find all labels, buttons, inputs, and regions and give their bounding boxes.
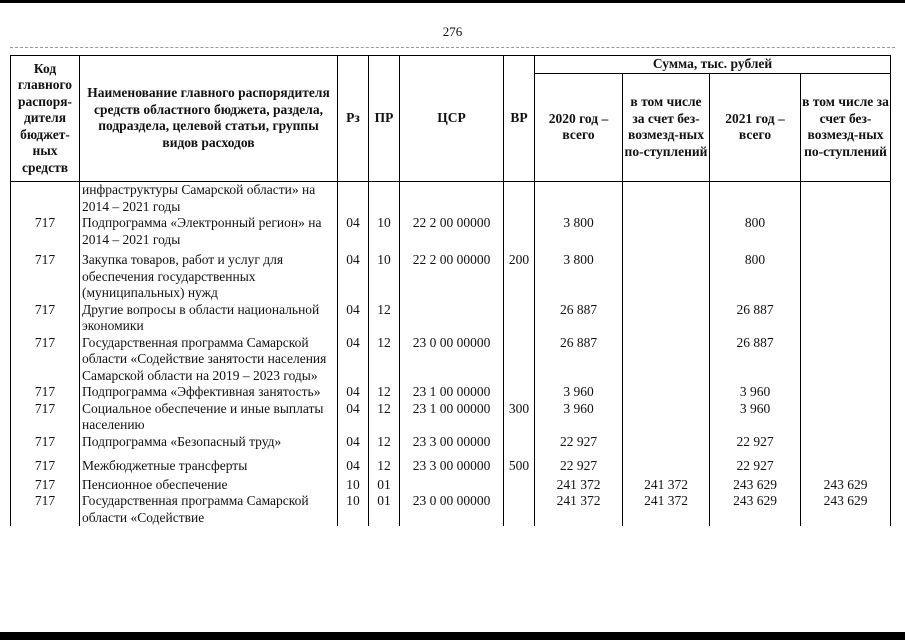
cell-pr: 12 xyxy=(369,434,400,451)
cell-vr xyxy=(504,215,535,248)
spacer-cell xyxy=(11,450,80,458)
cell-2020-total: 26 887 xyxy=(535,335,623,385)
cell-2021-total: 3 960 xyxy=(710,401,801,434)
cell-2021-free: 243 629 xyxy=(801,493,891,526)
cell-vr xyxy=(504,434,535,451)
row-spacer xyxy=(11,450,891,458)
cell-2021-free xyxy=(801,302,891,335)
table-row xyxy=(11,302,891,335)
cell-2020-free: 241 372 xyxy=(623,493,710,526)
cell-vr xyxy=(504,335,535,385)
cell-code: 717 xyxy=(11,434,80,451)
cell-csr: 23 0 00 00000 xyxy=(400,335,504,385)
cell-csr: 23 3 00 00000 xyxy=(400,434,504,451)
cell-pr xyxy=(369,182,400,215)
cell-rz: 04 xyxy=(338,434,369,451)
table-row xyxy=(11,477,891,494)
cell-2020-total: 3 800 xyxy=(535,215,623,248)
cell-pr: 12 xyxy=(369,335,400,385)
cell-rz xyxy=(338,182,369,215)
cell-csr: 23 1 00 00000 xyxy=(400,401,504,434)
cell-vr: 200 xyxy=(504,252,535,302)
spacer-cell xyxy=(369,450,400,458)
table-row xyxy=(11,401,891,434)
header-2020-total: 2020 год – всего xyxy=(535,73,623,181)
spacer-cell xyxy=(710,450,801,458)
cell-name: Подпрограмма «Электронный регион» на 2014 – 2021 годы xyxy=(80,215,338,248)
cell-csr xyxy=(400,477,504,494)
cell-2020-free: 241 372 xyxy=(623,477,710,494)
cell-2021-total: 26 887 xyxy=(710,302,801,335)
table-row xyxy=(11,384,891,401)
cell-2020-total: 26 887 xyxy=(535,302,623,335)
cell-csr: 22 2 00 00000 xyxy=(400,215,504,248)
cell-2021-total xyxy=(710,182,801,215)
cell-csr: 23 0 00 00000 xyxy=(400,493,504,526)
cell-rz: 04 xyxy=(338,401,369,434)
cell-name: инфраструктуры Самарской области» на 2014 – 2021 годы xyxy=(80,182,338,215)
cell-rz: 04 xyxy=(338,252,369,302)
cell-vr xyxy=(504,477,535,494)
cell-code: 717 xyxy=(11,252,80,302)
spacer-cell xyxy=(623,450,710,458)
cell-name: Подпрограмма «Безопасный труд» xyxy=(80,434,338,451)
header-2021-free: в том числе за счет без-возмезд-ных по-ступлений xyxy=(801,73,891,181)
spacer-cell xyxy=(338,450,369,458)
cell-csr: 22 2 00 00000 xyxy=(400,252,504,302)
cell-2020-free xyxy=(623,401,710,434)
spacer-cell xyxy=(400,450,504,458)
cell-name: Межбюджетные трансферты xyxy=(80,458,338,475)
cell-name: Государственная программа Самарской области «Содействие занятости населения Самарской области на 2019 – 2023 годы» xyxy=(80,335,338,385)
cell-rz: 04 xyxy=(338,458,369,475)
cell-2020-total xyxy=(535,182,623,215)
cell-vr: 300 xyxy=(504,401,535,434)
cell-csr xyxy=(400,302,504,335)
cell-pr: 12 xyxy=(369,384,400,401)
spacer-cell xyxy=(504,450,535,458)
table-row xyxy=(11,458,891,475)
cell-code: 717 xyxy=(11,302,80,335)
cell-2021-total: 26 887 xyxy=(710,335,801,385)
table-row xyxy=(11,434,891,451)
cell-pr: 12 xyxy=(369,458,400,475)
cell-2021-total: 243 629 xyxy=(710,477,801,494)
cell-2020-free xyxy=(623,384,710,401)
cell-code: 717 xyxy=(11,493,80,526)
cell-2020-free xyxy=(623,335,710,385)
cell-rz: 10 xyxy=(338,493,369,526)
cell-2021-total: 800 xyxy=(710,215,801,248)
cell-rz: 04 xyxy=(338,215,369,248)
cell-2020-total: 3 800 xyxy=(535,252,623,302)
cell-2020-total: 22 927 xyxy=(535,458,623,475)
cell-csr xyxy=(400,182,504,215)
cell-2021-free xyxy=(801,434,891,451)
cell-2020-free xyxy=(623,252,710,302)
cell-rz: 04 xyxy=(338,302,369,335)
cell-2021-free xyxy=(801,252,891,302)
cell-2021-total: 243 629 xyxy=(710,493,801,526)
cell-vr: 500 xyxy=(504,458,535,475)
cell-name: Пенсионное обеспечение xyxy=(80,477,338,494)
spacer-cell xyxy=(535,450,623,458)
cell-2021-total: 3 960 xyxy=(710,384,801,401)
cell-2020-free xyxy=(623,182,710,215)
cell-pr: 12 xyxy=(369,401,400,434)
cell-2020-total: 3 960 xyxy=(535,401,623,434)
cell-vr xyxy=(504,302,535,335)
header-2021-total: 2021 год – всего xyxy=(710,73,801,181)
table-row xyxy=(11,493,891,526)
cell-csr: 23 3 00 00000 xyxy=(400,458,504,475)
cell-pr: 10 xyxy=(369,215,400,248)
header-code: Код главного распоря-дителя бюджет-ных средств xyxy=(11,56,80,182)
cell-2021-free xyxy=(801,401,891,434)
table-row xyxy=(11,335,891,385)
cell-2021-total: 800 xyxy=(710,252,801,302)
header-name: Наименование главного распорядителя средств областного бюджета, раздела, подраздела, целевой статьи, группы видов расходов xyxy=(80,56,338,182)
cell-2021-free xyxy=(801,182,891,215)
cell-code xyxy=(11,182,80,215)
header-2020-free: в том числе за счет без-возмезд-ных по-ступлений xyxy=(623,73,710,181)
header-csr: ЦСР xyxy=(400,56,504,182)
cell-2021-free xyxy=(801,335,891,385)
table-row xyxy=(11,182,891,215)
cell-2021-free xyxy=(801,458,891,475)
cell-vr xyxy=(504,182,535,215)
cell-pr: 01 xyxy=(369,493,400,526)
header-separator xyxy=(10,47,895,48)
cell-2020-total: 3 960 xyxy=(535,384,623,401)
spacer-cell xyxy=(80,450,338,458)
bottom-border-line xyxy=(0,632,905,640)
header-vr: ВР xyxy=(504,56,535,182)
table-row xyxy=(11,215,891,248)
cell-code: 717 xyxy=(11,477,80,494)
cell-code: 717 xyxy=(11,458,80,475)
cell-pr: 01 xyxy=(369,477,400,494)
budget-table xyxy=(10,182,891,526)
cell-name: Подпрограмма «Эффективная занятость» xyxy=(80,384,338,401)
cell-2021-free: 243 629 xyxy=(801,477,891,494)
cell-name: Государственная программа Самарской области «Содействие xyxy=(80,493,338,526)
cell-rz: 04 xyxy=(338,335,369,385)
cell-2021-free xyxy=(801,215,891,248)
cell-2020-free xyxy=(623,458,710,475)
cell-2020-total: 241 372 xyxy=(535,493,623,526)
table-header xyxy=(10,55,891,182)
cell-pr: 12 xyxy=(369,302,400,335)
table-row xyxy=(11,252,891,302)
spacer-cell xyxy=(801,450,891,458)
cell-csr: 23 1 00 00000 xyxy=(400,384,504,401)
cell-vr xyxy=(504,493,535,526)
cell-name: Социальное обеспечение и иные выплаты населению xyxy=(80,401,338,434)
cell-code: 717 xyxy=(11,335,80,385)
cell-rz: 10 xyxy=(338,477,369,494)
cell-2021-total: 22 927 xyxy=(710,434,801,451)
cell-pr: 10 xyxy=(369,252,400,302)
cell-2020-total: 241 372 xyxy=(535,477,623,494)
cell-2021-total: 22 927 xyxy=(710,458,801,475)
cell-code: 717 xyxy=(11,384,80,401)
cell-code: 717 xyxy=(11,401,80,434)
page-number: 276 xyxy=(442,24,463,39)
cell-code: 717 xyxy=(11,215,80,248)
cell-2020-free xyxy=(623,434,710,451)
header-pr: ПР xyxy=(369,56,400,182)
cell-vr xyxy=(504,384,535,401)
cell-2020-free xyxy=(623,302,710,335)
top-border-line xyxy=(0,0,905,3)
cell-rz: 04 xyxy=(338,384,369,401)
cell-name: Другие вопросы в области национальной экономики xyxy=(80,302,338,335)
cell-name: Закупка товаров, работ и услуг для обеспечения государственных (муниципальных) нужд xyxy=(80,252,338,302)
cell-2020-free xyxy=(623,215,710,248)
header-rz: Рз xyxy=(338,56,369,182)
header-sum: Сумма, тыс. рублей xyxy=(535,56,891,74)
cell-2021-free xyxy=(801,384,891,401)
cell-2020-total: 22 927 xyxy=(535,434,623,451)
